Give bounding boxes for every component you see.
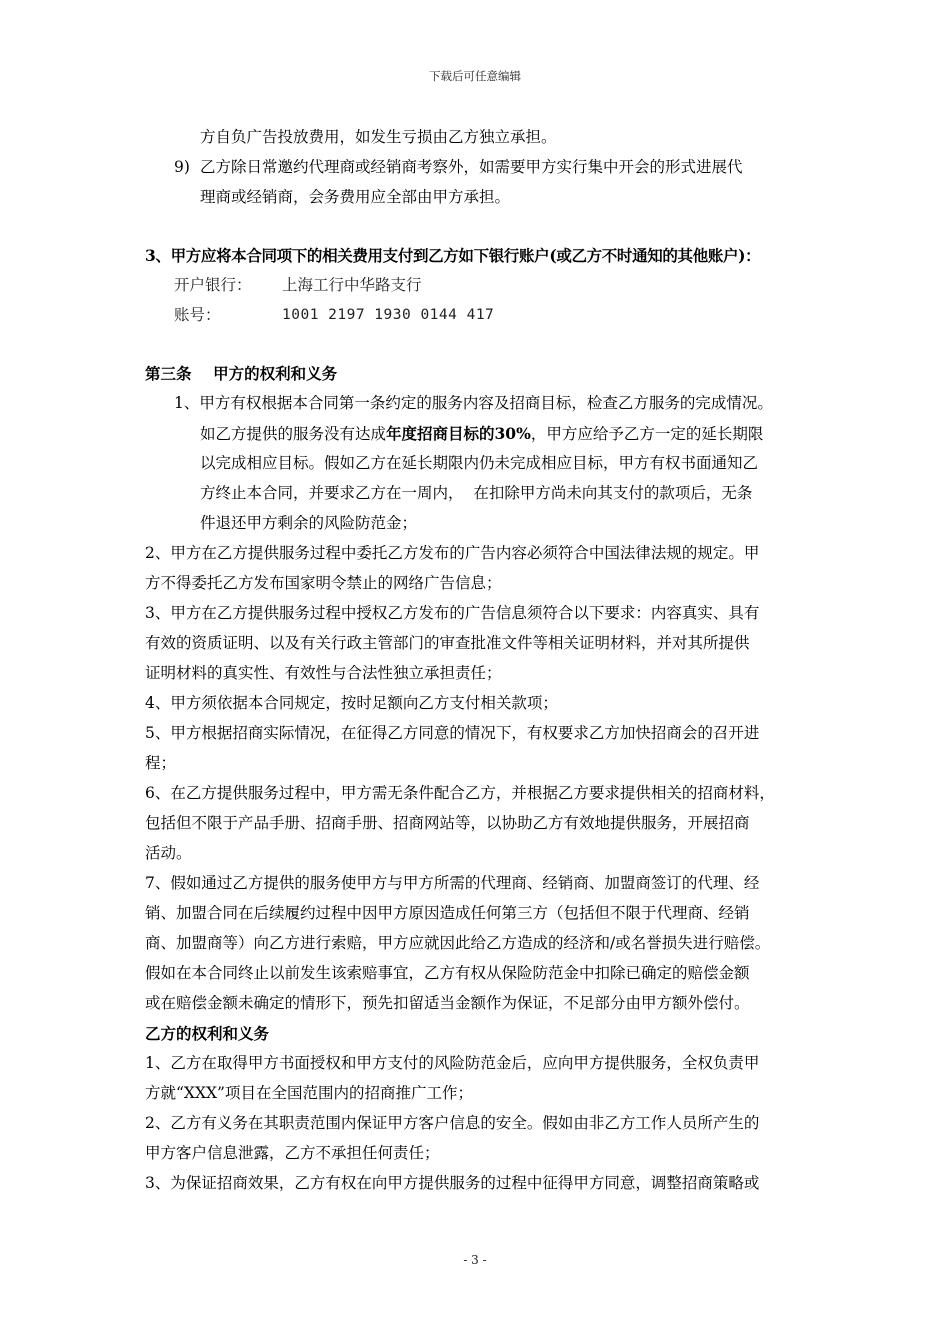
text-line: 活动。 bbox=[145, 844, 192, 862]
text-line: 假如在本合同终止以前发生该索赔事宜，乙方有权从保险防范金中扣除已确定的赔偿金额 bbox=[145, 964, 750, 982]
text-line: 乙方除日常邀约代理商或经销商考察外，如需要甲方实行集中开会的形式进展代 bbox=[200, 158, 743, 176]
text-line: 2、甲方在乙方提供服务过程中委托乙方发布的广告内容必须符合中国法律法规的规定。甲 bbox=[145, 544, 760, 562]
highlight-target: 年度招商目标的30% bbox=[386, 424, 531, 443]
text-line: 以完成相应目标。假如乙方在延长期限内仍未完成相应目标，甲方有权书面通知乙 bbox=[200, 454, 759, 472]
clause-title: 3、甲方应将本合同项下的相关费用支付到乙方如下银行账户(或乙方不时通知的其他账户)： bbox=[145, 246, 761, 265]
text-line: 5、甲方根据招商实际情况，在征得乙方同意的情况下，有权要求乙方加快招商会的召开进 bbox=[145, 724, 760, 742]
text-line: 方终止本合同，并要求乙方在一周内， 在扣除甲方尚未向其支付的款项后，无条 bbox=[200, 484, 753, 502]
section-heading: 乙方的权利和义务 bbox=[145, 1024, 270, 1043]
text-line: 销、加盟合同在后续履约过程中因甲方原因造成任何第三方（包括但不限于代理商、经销 bbox=[145, 904, 750, 922]
text-line: 2、乙方有义务在其职责范围内保证甲方客户信息的安全。假如由非乙方工作人员所产生的 bbox=[145, 1114, 760, 1132]
text-line: 或在赔偿金额未确定的情形下，预先扣留适当金额作为保证，不足部分由甲方额外偿付。 bbox=[145, 994, 750, 1012]
text-line: 商、加盟商等）向乙方进行索赔，甲方应就因此给乙方造成的经济和/或名誉损失进行赔偿。 bbox=[145, 934, 771, 952]
text-line: 7、假如通过乙方提供的服务使甲方与甲方所需的代理商、经销商、加盟商签订的代理、经 bbox=[145, 874, 760, 892]
account-value: 1001 2197 1930 0144 417 bbox=[282, 307, 495, 323]
text-line: 1、甲方有权根据本合同第一条约定的服务内容及招商目标，检查乙方服务的完成情况。 bbox=[174, 394, 773, 412]
account-label: 账号： bbox=[174, 306, 221, 324]
text-line: 3、甲方在乙方提供服务过程中授权乙方发布的广告信息须符合以下要求：内容真实、具有 bbox=[145, 604, 760, 622]
page-header: 下载后可任意编辑 bbox=[429, 69, 521, 83]
list-number: 9) bbox=[174, 158, 190, 176]
text-line: 方自负广告投放费用，如发生亏损由乙方独立承担。 bbox=[200, 128, 557, 146]
text-line: 理商或经销商，会务费用应全部由甲方承担。 bbox=[200, 188, 511, 206]
bank-value: 上海工行中华路支行 bbox=[282, 276, 422, 294]
text-line: 4、甲方须依据本合同规定，按时足额向乙方支付相关款项； bbox=[145, 694, 558, 712]
text-line: 方不得委托乙方发布国家明令禁止的网络广告信息； bbox=[145, 574, 502, 592]
text-line: 甲方客户信息泄露，乙方不承担任何责任； bbox=[145, 1144, 440, 1162]
text-line: 证明材料的真实性、有效性与合法性独立承担责任； bbox=[145, 664, 502, 682]
bank-label: 开户银行： bbox=[174, 276, 252, 294]
text-line: 程； bbox=[145, 754, 177, 772]
article-heading: 第三条 甲方的权利和义务 bbox=[145, 364, 338, 383]
page-number: - 3 - bbox=[463, 1253, 487, 1267]
text-line: 有效的资质证明、以及有关行政主管部门的审查批准文件等相关证明材料，并对其所提供 bbox=[145, 634, 750, 652]
text-span: ，甲方应给予乙方一定的延长期限 bbox=[530, 425, 764, 443]
text-line: 1、乙方在取得甲方书面授权和甲方支付的风险防范金后，应向甲方提供服务，全权负责甲 bbox=[145, 1054, 760, 1072]
text-line: 6、在乙方提供服务过程中，甲方需无条件配合乙方，并根据乙方要求提供相关的招商材料， bbox=[145, 784, 775, 802]
text-line: 3、为保证招商效果，乙方有权在向甲方提供服务的过程中征得甲方同意，调整招商策略或 bbox=[145, 1174, 760, 1192]
text-line: 件退还甲方剩余的风险防范金； bbox=[200, 514, 418, 532]
text-span: 如乙方提供的服务没有达成 bbox=[200, 425, 387, 443]
text-line bbox=[200, 426, 763, 443]
text-line: 包括但不限于产品手册、招商手册、招商网站等，以协助乙方有效地提供服务，开展招商 bbox=[145, 814, 750, 832]
text-line: 方就“XXX”项目在全国范围内的招商推广工作； bbox=[145, 1084, 473, 1102]
